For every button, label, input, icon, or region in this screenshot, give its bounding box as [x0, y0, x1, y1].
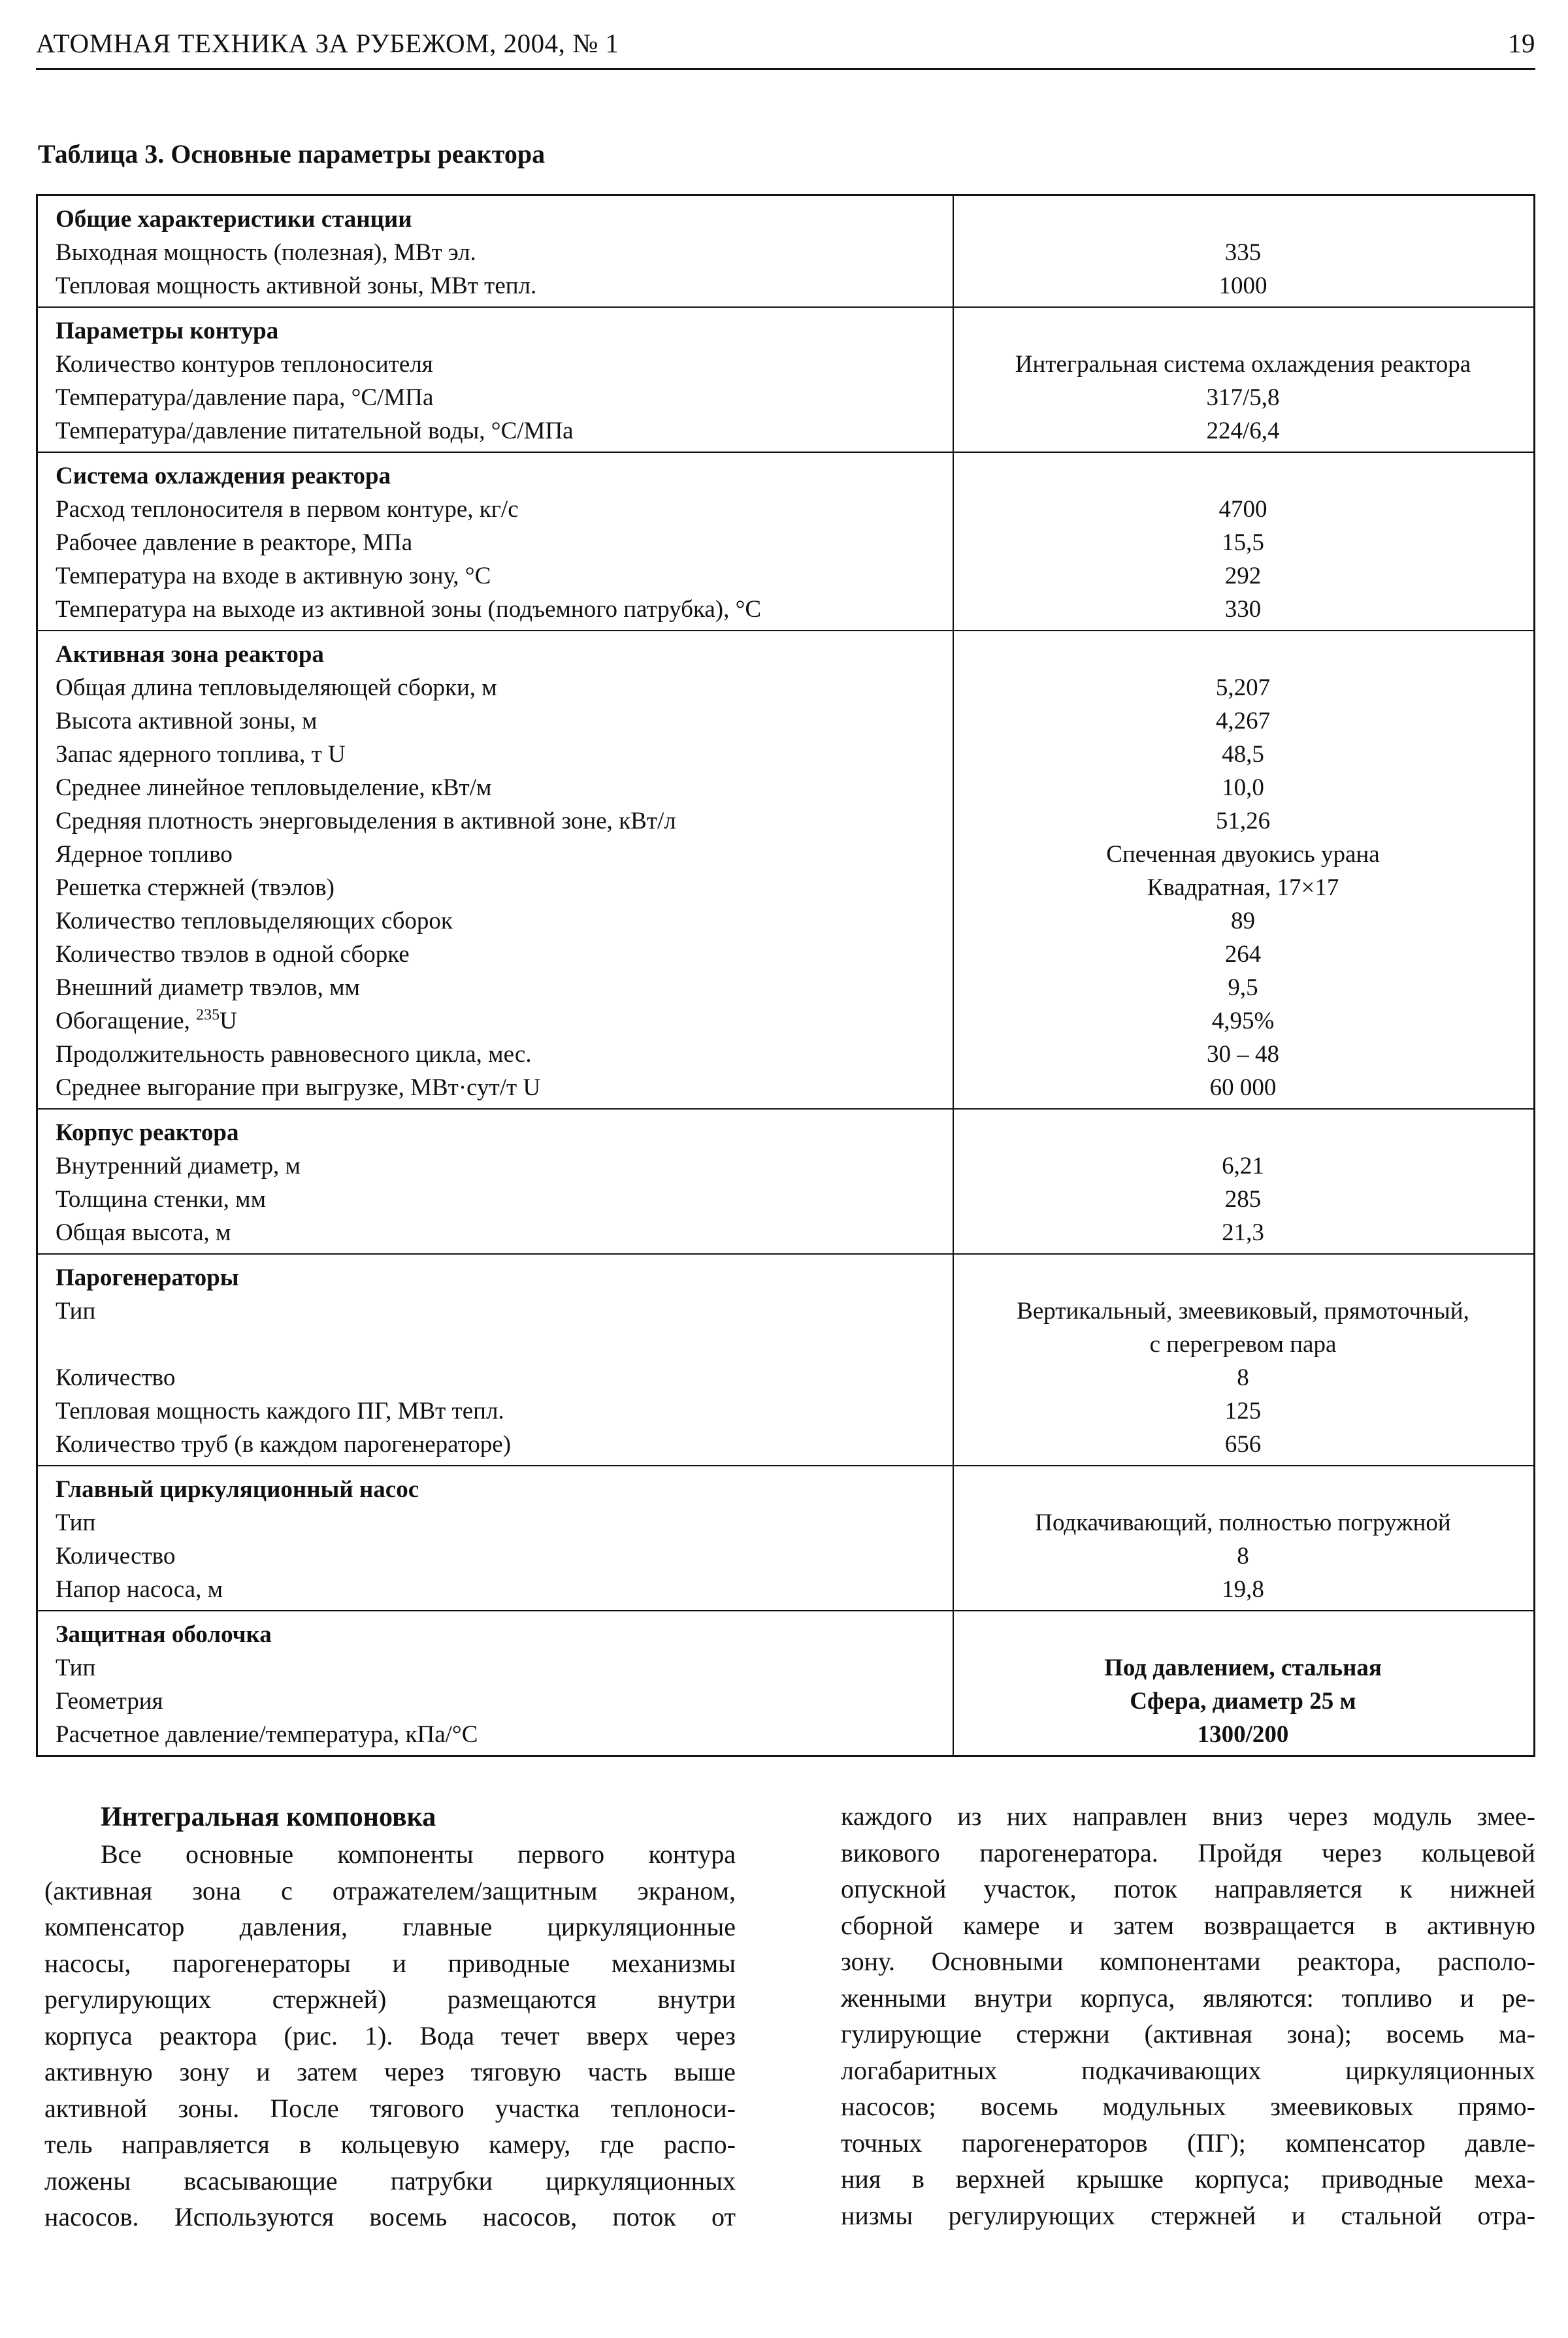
table-row — [38, 1361, 1533, 1394]
row-label — [38, 1361, 953, 1394]
row-label — [38, 593, 953, 626]
row-label — [38, 1651, 953, 1685]
table-row — [38, 593, 1533, 626]
table-row — [38, 1718, 1533, 1751]
text-line: сборной камере и затем возвращается в активную — [841, 1910, 1535, 1940]
table-row — [38, 493, 1533, 526]
text-line: викового парогенератора. Пройдя через кольцевой — [841, 1837, 1535, 1868]
text-line: активной зоны. После тягового участка теплоноси- — [44, 2093, 736, 2123]
row-value: Под давлением, стальная — [1104, 1655, 1382, 1681]
row-label — [38, 1149, 953, 1183]
row-value: 21,3 — [1222, 1219, 1264, 1246]
column-divider — [953, 1110, 954, 1253]
row-value: 292 — [1224, 563, 1262, 589]
row-value: 89 — [1231, 908, 1255, 934]
row-label — [38, 236, 953, 269]
row-label-text: Решетка стержней (твэлов) — [56, 874, 335, 901]
row-label — [38, 1539, 953, 1573]
text-line: женными внутри корпуса, являются: топливо и ре- — [841, 1983, 1535, 2013]
column-divider — [953, 1255, 954, 1465]
text-line: логабаритных подкачивающих циркуляционных — [841, 2055, 1535, 2085]
section-title: Корпус реактора — [56, 1119, 239, 1146]
row-value: 8 — [1237, 1543, 1249, 1570]
superscript: 235 — [196, 1006, 220, 1024]
table-row — [38, 1685, 1533, 1718]
table-section — [38, 1465, 1533, 1610]
row-value: Интегральная система охлаждения реактора — [1015, 351, 1471, 378]
table-row — [38, 559, 1533, 593]
row-label — [38, 871, 953, 904]
table-row — [38, 1394, 1533, 1428]
row-value: 285 — [1224, 1186, 1262, 1213]
text-line: насосы, парогенераторы и приводные механизмы — [44, 1948, 736, 1978]
row-label — [38, 348, 953, 381]
table-row — [38, 804, 1533, 838]
section-title: Параметры контура — [56, 318, 279, 344]
text-line: каждого из них направлен вниз через модуль змее- — [841, 1802, 1535, 1831]
row-label-text: Внешний диаметр твэлов, мм — [56, 974, 360, 1001]
row-label — [38, 904, 953, 938]
text-line: компенсатор давления, главные циркуляционные — [44, 1912, 736, 1941]
row-label-text: Температура на входе в активную зону, °С — [56, 563, 491, 589]
table-row — [38, 1539, 1533, 1573]
row-label — [38, 771, 953, 804]
row-label-text: Продолжительность равновесного цикла, мес. — [56, 1041, 532, 1068]
row-value: 317/5,8 — [1206, 384, 1280, 411]
row-label — [38, 559, 953, 593]
row-label-text: Количество тепловыделяющих сборок — [56, 908, 453, 934]
row-label — [38, 1071, 953, 1104]
row-label-text: Количество контуров теплоносителя — [56, 351, 433, 378]
running-header — [36, 27, 1535, 70]
row-label — [38, 1183, 953, 1216]
table-section — [38, 630, 1533, 1108]
row-label-text: Обогащение, — [56, 1008, 197, 1034]
row-label — [38, 1573, 953, 1606]
row-label-text: Количество — [56, 1364, 176, 1391]
text-line: (активная зона с отражателем/защитным экраном, — [44, 1875, 736, 1905]
row-value: 335 — [1224, 239, 1262, 266]
table-row — [38, 1071, 1533, 1104]
row-label-text: Количество — [56, 1543, 176, 1570]
table-row — [38, 704, 1533, 738]
row-label-text: Среднее выгорание при выгрузке, МВт·сут/т U — [56, 1074, 541, 1101]
column-divider — [953, 1466, 954, 1610]
table-row — [38, 1216, 1533, 1249]
text-line: регулирующих стержней) размещаются внутри — [44, 1984, 736, 2014]
table-row — [38, 1506, 1533, 1539]
reactor-parameters-table — [36, 194, 1535, 1757]
row-label-text: Расчетное давление/температура, кПа/°С — [56, 1721, 478, 1748]
row-label-text: Тепловая мощность каждого ПГ, МВт тепл. — [56, 1398, 504, 1424]
column-divider — [953, 453, 954, 630]
table-row — [38, 738, 1533, 771]
section-title: Активная зона реактора — [56, 641, 324, 668]
text-line: ложены всасывающие патрубки циркуляционных — [44, 2165, 736, 2196]
row-value: 15,5 — [1222, 529, 1264, 556]
row-label — [38, 1038, 953, 1071]
row-label-text: Запас ядерного топлива, т U — [56, 741, 346, 768]
row-label-text: Температура/давление питательной воды, °С/МПа — [56, 418, 574, 444]
row-label — [38, 381, 953, 414]
table-section — [38, 196, 1533, 306]
column-divider — [953, 308, 954, 452]
column-divider — [953, 631, 954, 1108]
row-label — [38, 1428, 953, 1461]
row-value: 6,21 — [1222, 1153, 1264, 1179]
table-row — [38, 1183, 1533, 1216]
row-label — [38, 269, 953, 303]
row-label — [38, 1394, 953, 1428]
row-label — [38, 704, 953, 738]
row-value: 5,207 — [1215, 674, 1271, 701]
row-label-text: Геометрия — [56, 1688, 163, 1715]
table-row — [38, 971, 1533, 1004]
text-line: корпуса реактора (рис. 1). Вода течет вверх через — [44, 2020, 736, 2050]
table-section — [38, 1253, 1533, 1465]
row-label — [38, 1004, 953, 1038]
row-label — [38, 493, 953, 526]
row-value: 4,95% — [1211, 1008, 1275, 1034]
section-title: Система охлаждения реактора — [56, 463, 391, 489]
row-value: 19,8 — [1222, 1576, 1264, 1603]
row-label — [38, 414, 953, 448]
table-row — [38, 871, 1533, 904]
row-value: 1300/200 — [1197, 1721, 1289, 1748]
text-line: опускной участок, поток направляется к нижней — [841, 1874, 1535, 1903]
row-label-text: Рабочее давление в реакторе, МПа — [56, 529, 413, 556]
table-row — [38, 1651, 1533, 1685]
table-section — [38, 306, 1533, 452]
row-value: 656 — [1224, 1431, 1262, 1458]
row-label-text: Тип — [56, 1298, 96, 1325]
text-line: гулирующие стержни (активная зона); восемь ма- — [841, 2019, 1535, 2049]
table-title: Таблица 3. Основные параметры реактора — [38, 139, 546, 169]
row-label-text: Количество труб (в каждом парогенераторе) — [56, 1431, 512, 1458]
row-value: 9,5 — [1228, 974, 1258, 1001]
row-label-text: Ядерное топливо — [56, 841, 233, 868]
table-section — [38, 1610, 1533, 1755]
row-label — [38, 1718, 953, 1751]
row-label-text: Температура на выходе из активной зоны (подъемного патрубка), °С — [56, 596, 762, 623]
row-label — [38, 1294, 953, 1361]
table-row — [38, 269, 1533, 303]
table-row — [38, 414, 1533, 448]
section-title: Общие характеристики станции — [56, 206, 412, 233]
row-value: 51,26 — [1215, 808, 1271, 834]
article-left-column — [44, 1798, 736, 2235]
text-line: насосов; восемь модульных змеевиковых прямо- — [841, 2092, 1535, 2121]
article-right-column — [841, 1798, 1535, 2233]
row-value: Вертикальный, змеевиковый, прямоточный, с перегревом пара — [1017, 1298, 1469, 1358]
text-line: Все основные компоненты первого контура — [101, 1839, 736, 1869]
row-label-text: Выходная мощность (полезная), МВт эл. — [56, 239, 476, 266]
row-label-text: Температура/давление пара, °С/МПа — [56, 384, 434, 411]
row-label — [38, 738, 953, 771]
row-value: 330 — [1224, 596, 1262, 623]
table-row — [38, 938, 1533, 971]
row-label-text: Общая длина тепловыделяющей сборки, м — [56, 674, 497, 701]
row-value: 4700 — [1218, 496, 1267, 523]
table-row — [38, 1294, 1533, 1361]
table-row — [38, 526, 1533, 559]
row-value: 224/6,4 — [1206, 418, 1280, 444]
row-value: 10,0 — [1222, 774, 1264, 801]
section-title: Главный циркуляционный насос — [56, 1476, 419, 1503]
table-row — [38, 1038, 1533, 1071]
row-value: 1000 — [1218, 272, 1267, 299]
column-divider — [953, 196, 954, 306]
row-label-text: Толщина стенки, мм — [56, 1186, 266, 1213]
table-section — [38, 1108, 1533, 1253]
row-value: Квадратная, 17×17 — [1147, 874, 1339, 901]
text-line: точных парогенераторов (ПГ); компенсатор давле- — [841, 2128, 1535, 2158]
row-label-text: Среднее линейное тепловыделение, кВт/м — [56, 774, 492, 801]
row-label — [38, 526, 953, 559]
table-row — [38, 1149, 1533, 1183]
row-value: 125 — [1224, 1398, 1262, 1424]
text-line: тель направляется в кольцевую камеру, где распо- — [44, 2130, 736, 2159]
table-row — [38, 348, 1533, 381]
row-label — [38, 971, 953, 1004]
table-row — [38, 1573, 1533, 1606]
row-label — [38, 838, 953, 871]
table-row — [38, 236, 1533, 269]
table-row — [38, 381, 1533, 414]
section-heading: Интегральная компоновка — [101, 1802, 436, 1832]
row-label-text: Общая высота, м — [56, 1219, 231, 1246]
row-label-text: Напор насоса, м — [56, 1576, 223, 1603]
row-label-text: Количество твэлов в одной сборке — [56, 941, 410, 968]
section-title: Парогенераторы — [56, 1264, 239, 1291]
text-line: активную зону и затем через тяговую часть выше — [44, 2057, 736, 2086]
text-line: низмы регулирующих стержней и стальной отра- — [841, 2200, 1535, 2230]
row-value: 60 000 — [1209, 1074, 1277, 1101]
row-label-text: Тип — [56, 1509, 96, 1536]
text-line: зону. Основными компонентами реактора, располо- — [841, 1947, 1535, 1976]
table-row — [38, 904, 1533, 938]
table-row — [38, 671, 1533, 704]
text-line: ния в верхней крышке корпуса; приводные меха- — [841, 2164, 1535, 2194]
row-label-text: Внутренний диаметр, м — [56, 1153, 301, 1179]
table-row — [38, 838, 1533, 871]
row-label — [38, 1506, 953, 1539]
journal-title: АТОМНАЯ ТЕХНИКА ЗА РУБЕЖОМ, 2004, № 1 — [36, 28, 619, 58]
row-value: 8 — [1237, 1364, 1249, 1391]
row-value: 48,5 — [1222, 741, 1264, 768]
row-label-text: Расход теплоносителя в первом контуре, кг/с — [56, 496, 519, 523]
table-row — [38, 1004, 1533, 1038]
table-row — [38, 1428, 1533, 1461]
row-value: Спеченная двуокись урана — [1106, 841, 1380, 868]
table-section — [38, 452, 1533, 630]
row-label — [38, 1685, 953, 1718]
row-label — [38, 671, 953, 704]
table-row — [38, 771, 1533, 804]
row-value: Подкачивающий, полностью погружной — [1035, 1509, 1451, 1536]
row-label — [38, 1216, 953, 1249]
section-title: Защитная оболочка — [56, 1621, 272, 1648]
row-value: 4,267 — [1215, 708, 1271, 734]
row-label — [38, 938, 953, 971]
row-label-suffix: U — [220, 1008, 237, 1034]
row-label-text: Тип — [56, 1655, 96, 1681]
row-label-text: Высота активной зоны, м — [56, 708, 318, 734]
row-value: 264 — [1224, 941, 1262, 968]
row-label-text: Тепловая мощность активной зоны, МВт тепл. — [56, 272, 537, 299]
text-line: насосов. Используются восемь насосов, поток от — [44, 2202, 736, 2231]
row-value: Сфера, диаметр 25 м — [1130, 1688, 1356, 1715]
row-value: 30 – 48 — [1207, 1041, 1279, 1068]
row-label-text: Средняя плотность энерговыделения в активной зоне, кВт/л — [56, 808, 676, 834]
row-label — [38, 804, 953, 838]
column-divider — [953, 1611, 954, 1755]
page-number: 19 — [1508, 28, 1535, 58]
